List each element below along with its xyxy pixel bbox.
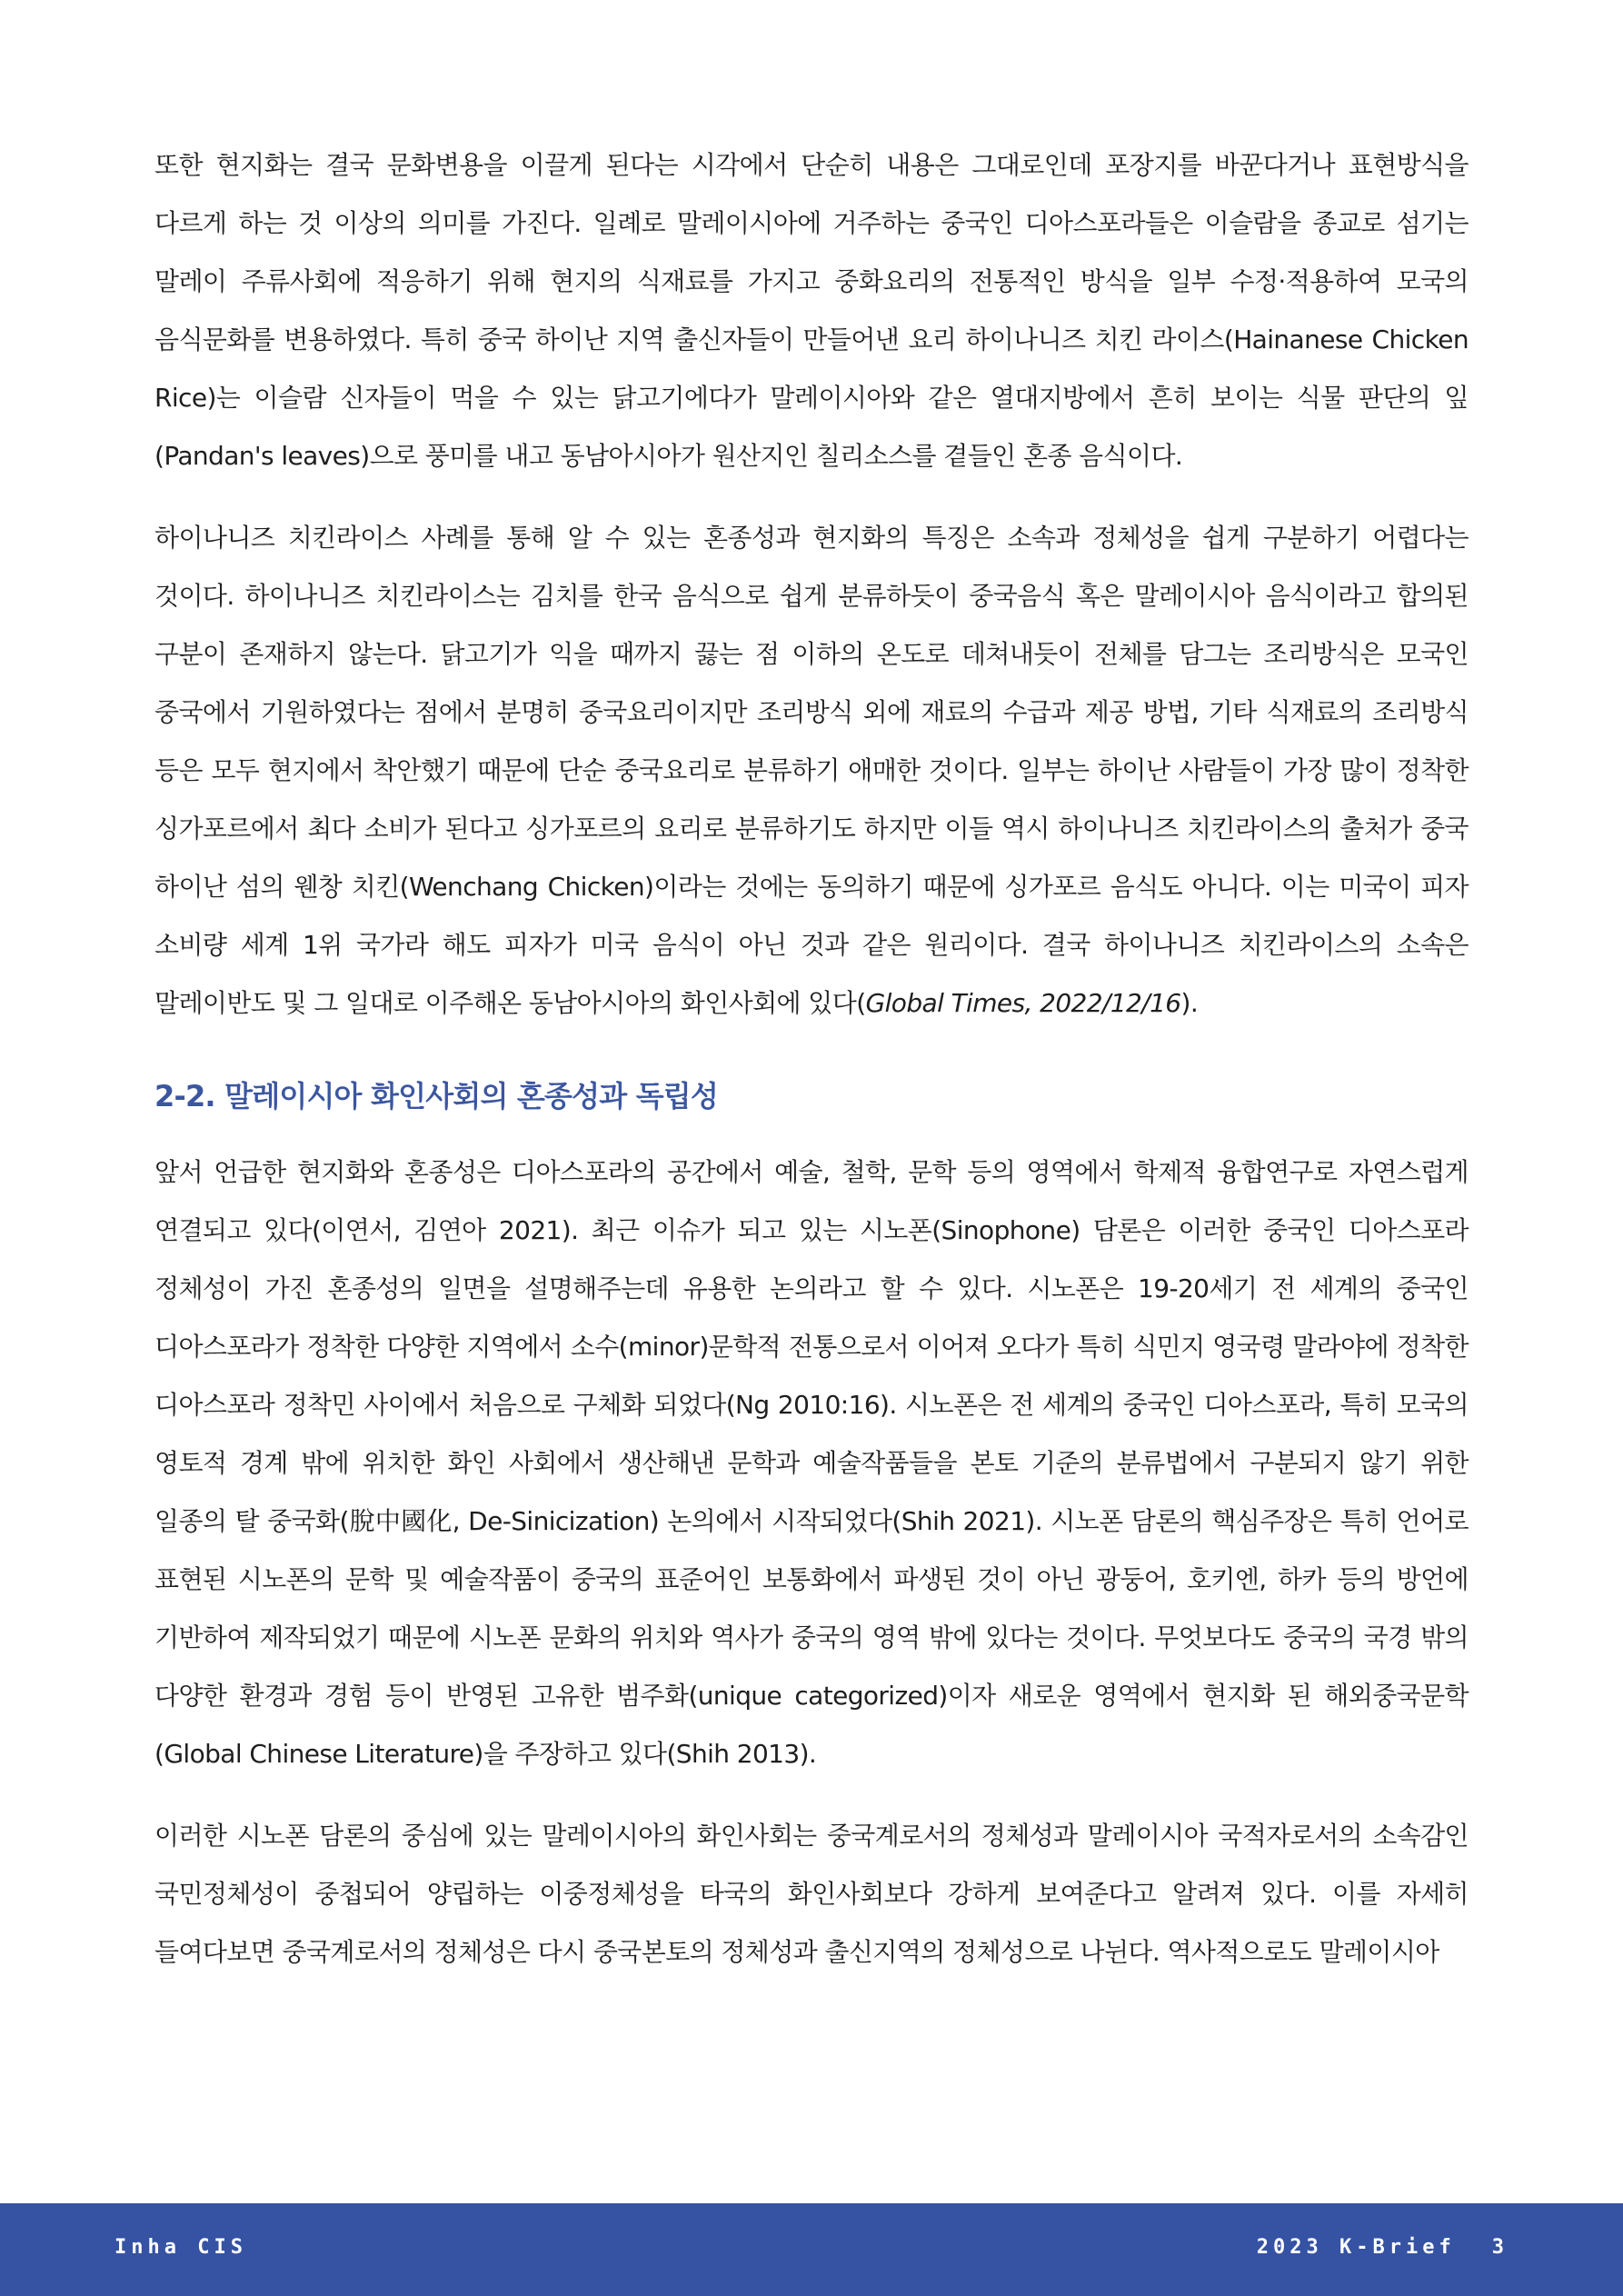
page-number: 3 xyxy=(1491,2236,1508,2259)
footer-right-group xyxy=(1257,2236,1508,2259)
paragraph-sinophone: 앞서 언급한 현지화와 혼종성은 디아스포라의 공간에서 예술, 철학, 문학 등의 영역에서 학제적 융합연구로 자연스럽게 연결되고 있다(이연서, 김연아 2021). 최근 이슈가 되고 있는 시노폰(Sinophone) 담론은 이러한 중국인 디아스포라 정체성이 가진 혼종성의 일면을 설명해주는데 유용한 논의라고 할 수 있다. 시노폰은 19-20세기 전 세계의 중국인 디아스포라가 정착한 다양한 지역에서 소수(minor)문학적 전통으로서 이어져 오다가 특히 식민지 영국령 말라야에 정착한 디아스포라 정착민 사이에서 처음으로 구체화 되었다(Ng 2010:16). 시노폰은 전 세계의 중국인 디아스포라, 특히 모국의 영토적 경계 밖에 위치한 화인 사회에서 생산해낸 문학과 예술작품들을 본토 기준의 분류법에서 구분되지 않기 위한 일종의 탈 중국화(脫中國化, De-Sinicization) 논의에서 시작되었다(Shih 2021). 시노폰 담론의 핵심주장은 특히 언어로 표현된 시노폰의 문학 및 예술작품이 중국의 표준어인 보통화에서 파생된 것이 아닌 광둥어, 호키엔, 하카 등의 방언에 기반하여 제작되었기 때문에 시노폰 문화의 위치와 역사가 중국의 영역 밖에 있다는 것이다. 무엇보다도 중국의 국경 밖의 다양한 환경과 경험 등이 반영된 고유한 범주화(unique categorized)이자 새로운 영역에서 현지화 된 해외중국문학(Global Chinese Literature)을 주장하고 있다(Shih 2013). xyxy=(154,1157,1469,1769)
citation: Global Times, 2022/12/16 xyxy=(865,988,1181,1018)
page-footer xyxy=(0,2203,1623,2296)
paragraph-text-end: ). xyxy=(1180,988,1199,1018)
main-content xyxy=(154,136,1469,2005)
paragraph-hainanese-chicken xyxy=(154,509,1469,1033)
paragraph-dual-identity: 이러한 시노폰 담론의 중심에 있는 말레이시아의 화인사회는 중국계로서의 정체성과 말레이시아 국적자로서의 소속감인 국민정체성이 중첩되어 양립하는 이중정체성을 타국의 화인사회보다 강하게 보여준다고 알려져 있다. 이를 자세히 들여다보면 중국계로서의 정체성은 다시 중국본토의 정체성과 출신지역의 정체성으로 나뉜다. 역사적으로도 말레이시아 xyxy=(154,1821,1469,1967)
paragraph-text: 하이나니즈 치킨라이스 사례를 통해 알 수 있는 혼종성과 현지화의 특징은 소속과 정체성을 쉽게 구분하기 어렵다는 것이다. 하이나니즈 치킨라이스는 김치를 한국 음식으로 쉽게 분류하듯이 중국음식 혹은 말레이시아 음식이라고 합의된 구분이 존재하지 않는다. 닭고기가 익을 때까지 끓는 점 이하의 온도로 데쳐내듯이 전체를 담그는 조리방식은 모국인 중국에서 기원하였다는 점에서 분명히 중국요리이지만 조리방식 외에 재료의 수급과 제공 방법, 기타 식재료의 조리방식 등은 모두 현지에서 착안했기 때문에 단순 중국요리로 분류하기 애매한 것이다. 일부는 하이난 사람들이 가장 많이 정착한 싱가포르에서 최다 소비가 된다고 싱가포르의 요리로 분류하기도 하지만 이들 역시 하이나니즈 치킨라이스의 출처가 중국 하이난 섬의 웬창 치킨(Wenchang Chicken)이라는 것에는 동의하기 때문에 싱가포르 음식도 아니다. 이는 미국이 피자 소비량 세계 1위 국가라 해도 피자가 미국 음식이 아닌 것과 같은 원리이다. 결국 하이나니즈 치킨라이스의 소속은 말레이반도 및 그 일대로 이주해온 동남아시아의 화인사회에 있다( xyxy=(154,523,1469,1018)
paragraph-localization: 또한 현지화는 결국 문화변용을 이끌게 된다는 시각에서 단순히 내용은 그대로인데 포장지를 바꾼다거나 표현방식을 다르게 하는 것 이상의 의미를 가진다. 일례로 말레이시아에 거주하는 중국인 디아스포라들은 이슬람을 종교로 섬기는 말레이 주류사회에 적응하기 위해 현지의 식재료를 가지고 중화요리의 전통적인 방식을 일부 수정·적용하여 모국의 음식문화를 변용하였다. 특히 중국 하이난 지역 출신자들이 만들어낸 요리 하이나니즈 치킨 라이스(Hainanese Chicken Rice)는 이슬람 신자들이 먹을 수 있는 닭고기에다가 말레이시아와 같은 열대지방에서 흔히 보이는 식물 판단의 잎(Pandan's leaves)으로 풍미를 내고 동남아시아가 원산지인 칠리소스를 곁들인 혼종 음식이다. xyxy=(154,150,1469,471)
section-heading: 2-2. 말레이시아 화인사회의 혼종성과 독립성 xyxy=(154,1079,719,1113)
footer-org-label: Inha CIS xyxy=(115,2236,247,2259)
footer-publication-label: 2023 K-Brief xyxy=(1256,2236,1456,2259)
